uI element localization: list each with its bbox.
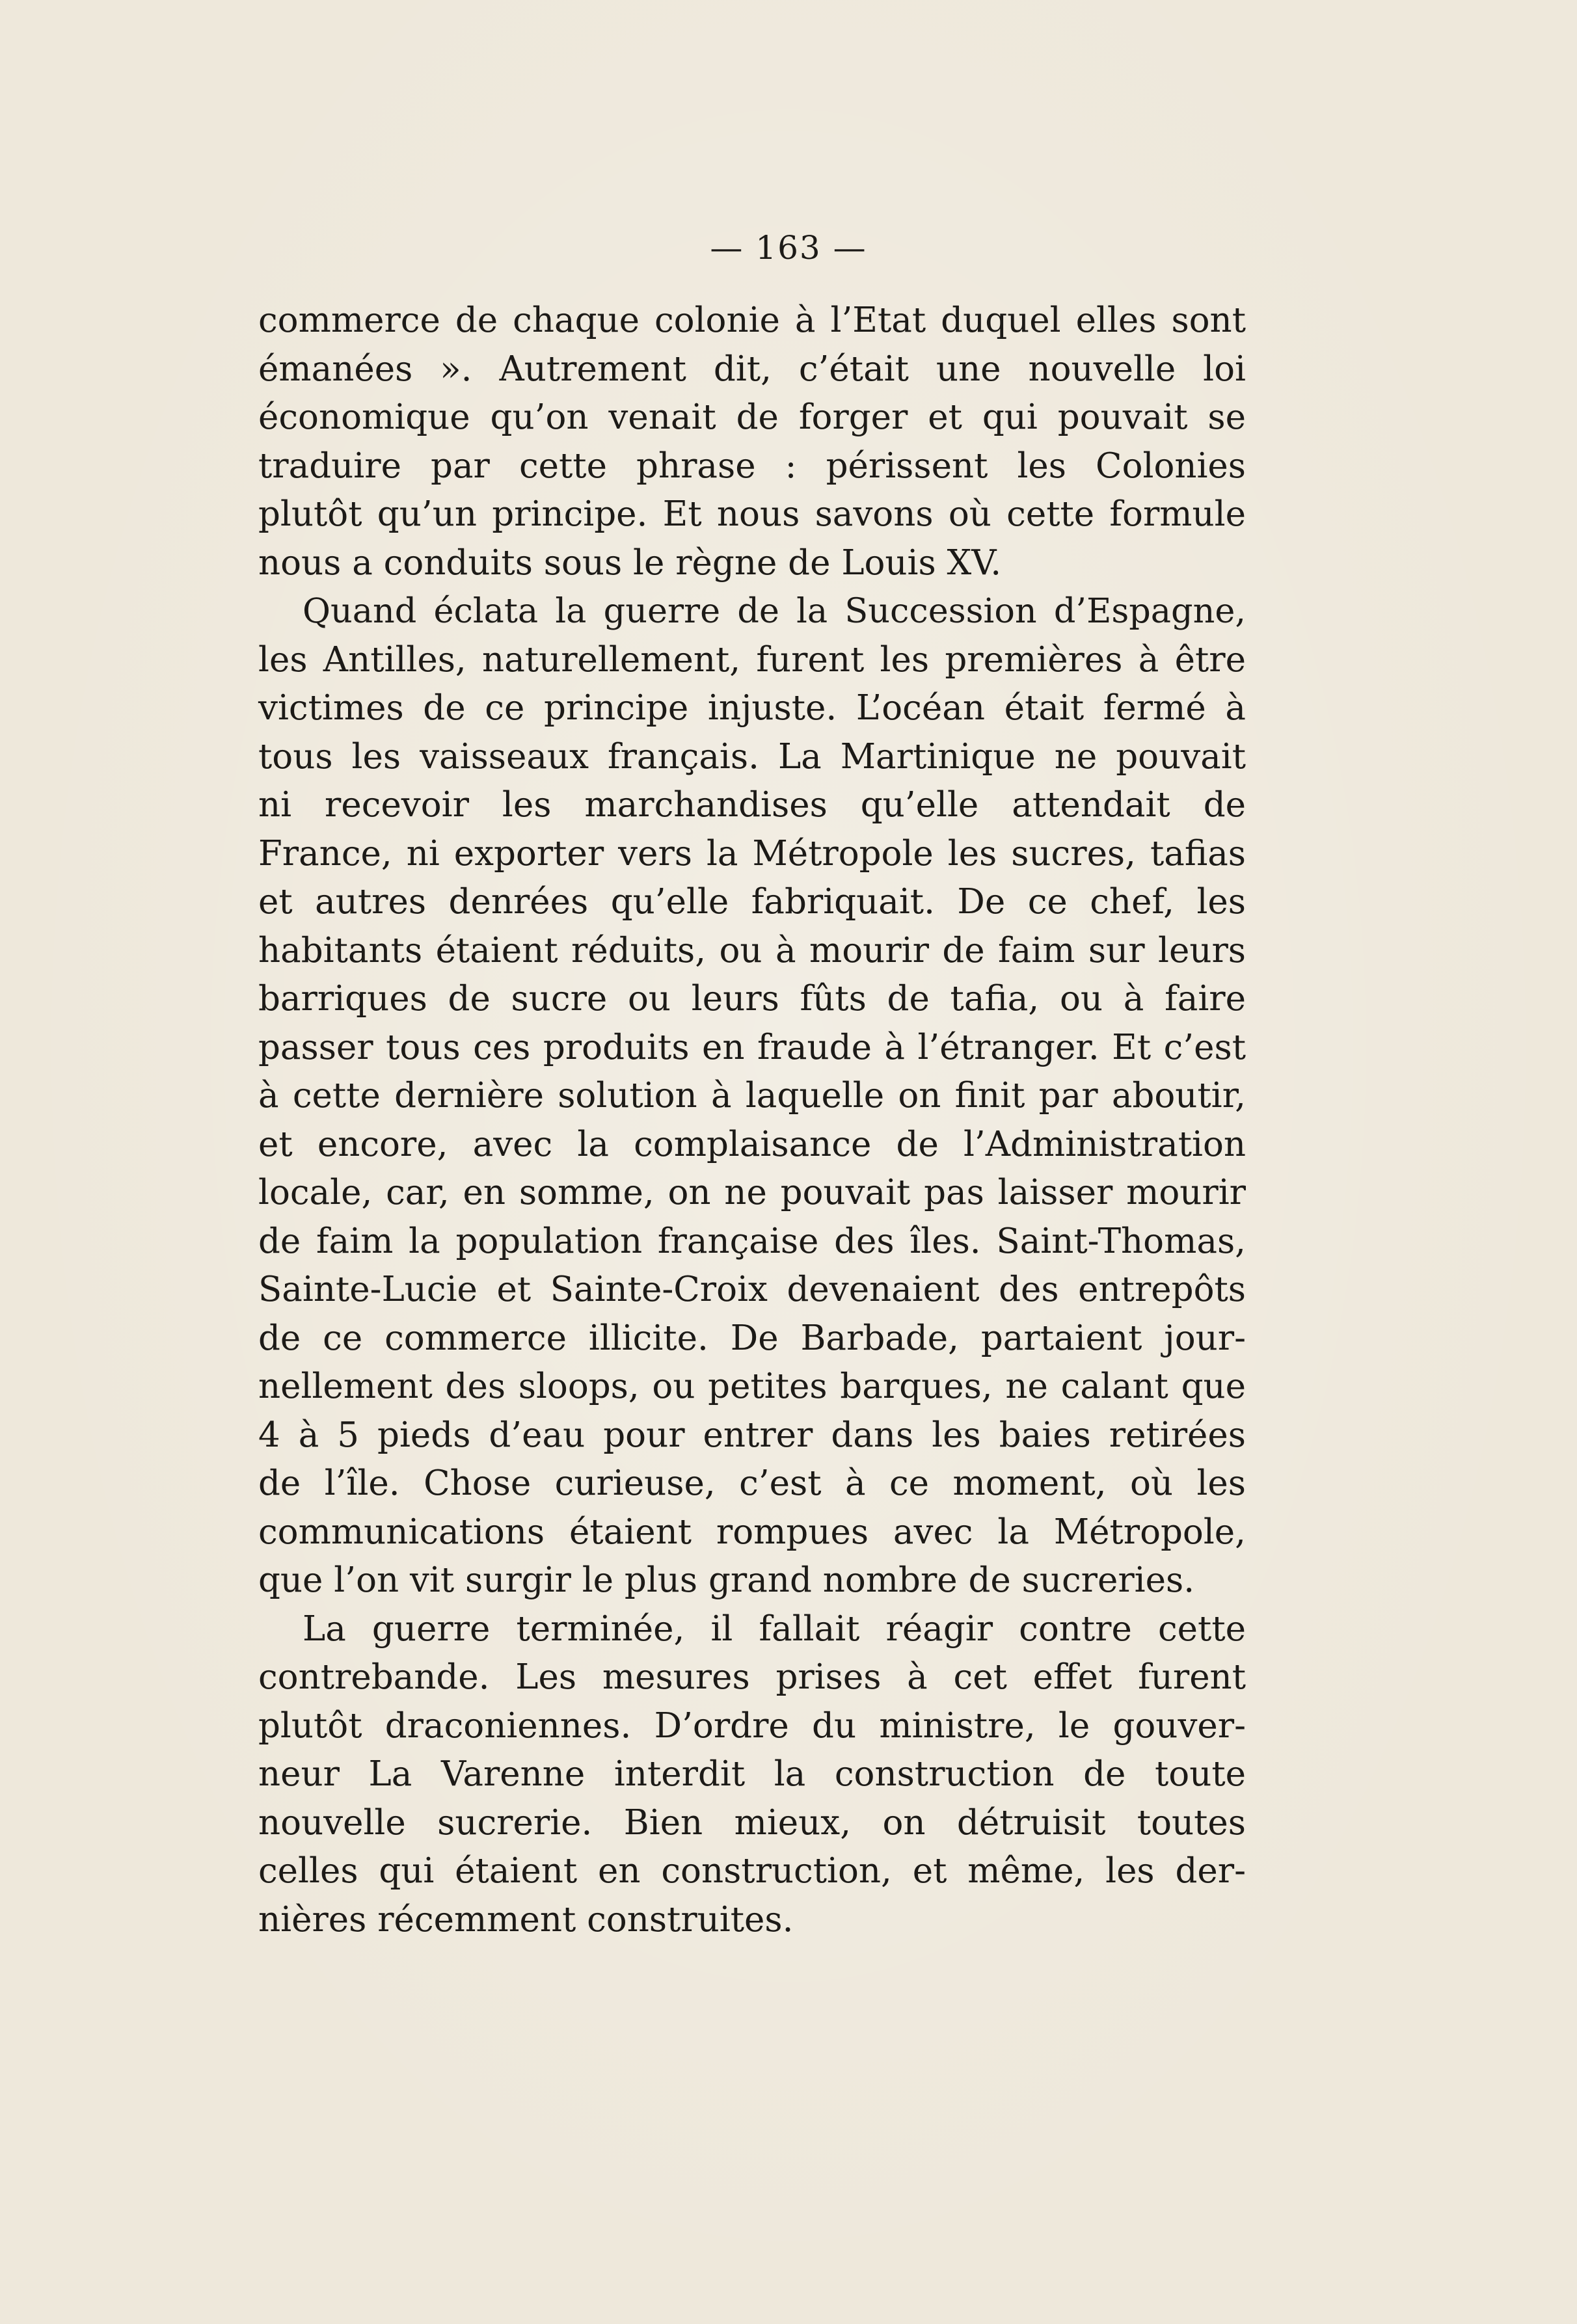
- text-line: tous les vaisseaux français. La Martinique ne pouvait: [258, 736, 1246, 777]
- body-text: [258, 297, 1246, 1944]
- text-line: plutôt qu’un principe. Et nous savons où cette formule: [258, 494, 1246, 534]
- text-line: Sainte-Lucie et Sainte-Croix devenaient des entrepôts: [258, 1270, 1246, 1309]
- text-line: et encore, avec la complaisance de l’Administration: [258, 1124, 1246, 1164]
- text-line: Quand éclata la guerre de la Succession d’Espagne,: [303, 591, 1246, 631]
- paragraph: [258, 587, 1246, 1605]
- text-line: habitants étaient réduits, ou à mourir de faim sur leurs: [258, 930, 1246, 970]
- text-line: 4 à 5 pieds d’eau pour entrer dans les baies retirées: [258, 1415, 1246, 1455]
- text-line: barriques de sucre ou leurs fûts de tafia, ou à faire: [258, 979, 1246, 1019]
- text-line: traduire par cette phrase : périssent les Colonies: [258, 446, 1246, 486]
- text-line: plutôt draconiennes. D’ordre du ministre, le gouver-: [258, 1705, 1246, 1746]
- text-line: contrebande. Les mesures prises à cet effet furent: [258, 1657, 1246, 1697]
- text-line: ni recevoir les marchandises qu’elle attendait de: [258, 785, 1246, 825]
- text-line: de faim la population française des îles. Saint-Thomas,: [258, 1221, 1246, 1261]
- text-line: nous a conduits sous le règne de Louis XV.: [258, 542, 1002, 583]
- text-line: que l’on vit surgir le plus grand nombre de sucreries.: [258, 1560, 1195, 1600]
- text-line: nières récemment construites.: [258, 1899, 794, 1940]
- text-line: victimes de ce principe injuste. L’océan était fermé à: [258, 688, 1246, 728]
- text-line: locale, car, en somme, on ne pouvait pas laisser mourir: [258, 1173, 1246, 1212]
- text-line: émanées ». Autrement dit, c’était une nouvelle loi: [258, 349, 1246, 389]
- text-line: économique qu’on venait de forger et qui pouvait se: [258, 397, 1246, 437]
- text-line: passer tous ces produits en fraude à l’étranger. Et c’est: [258, 1027, 1246, 1067]
- text-line: commerce de chaque colonie à l’Etat duquel elles sont: [258, 301, 1246, 340]
- text-line: à cette dernière solution à laquelle on finit par aboutir,: [258, 1076, 1246, 1115]
- text-line: nouvelle sucrerie. Bien mieux, on détruisit toutes: [258, 1802, 1246, 1843]
- text-line: celles qui étaient en construction, et même, les der-: [258, 1851, 1246, 1891]
- paragraph: [258, 297, 1246, 587]
- text-line: et autres denrées qu’elle fabriquait. De ce chef, les: [258, 882, 1246, 922]
- text-line: de ce commerce illicite. De Barbade, partaient jour-: [258, 1318, 1246, 1358]
- text-line: de l’île. Chose curieuse, c’est à ce moment, où les: [258, 1463, 1246, 1503]
- text-line: nellement des sloops, ou petites barques, ne calant que: [258, 1367, 1246, 1406]
- text-line: La guerre terminée, il fallait réagir contre cette: [303, 1609, 1246, 1649]
- text-line: les Antilles, naturellement, furent les premières à être: [258, 639, 1246, 680]
- text-line: France, ni exporter vers la Métropole les sucres, tafias: [258, 833, 1246, 874]
- page-number: — 163 —: [710, 229, 867, 267]
- paragraph: [258, 1605, 1246, 1945]
- text-line: communications étaient rompues avec la Métropole,: [258, 1512, 1246, 1552]
- text-line: neur La Varenne interdit la construction de toute: [258, 1754, 1246, 1794]
